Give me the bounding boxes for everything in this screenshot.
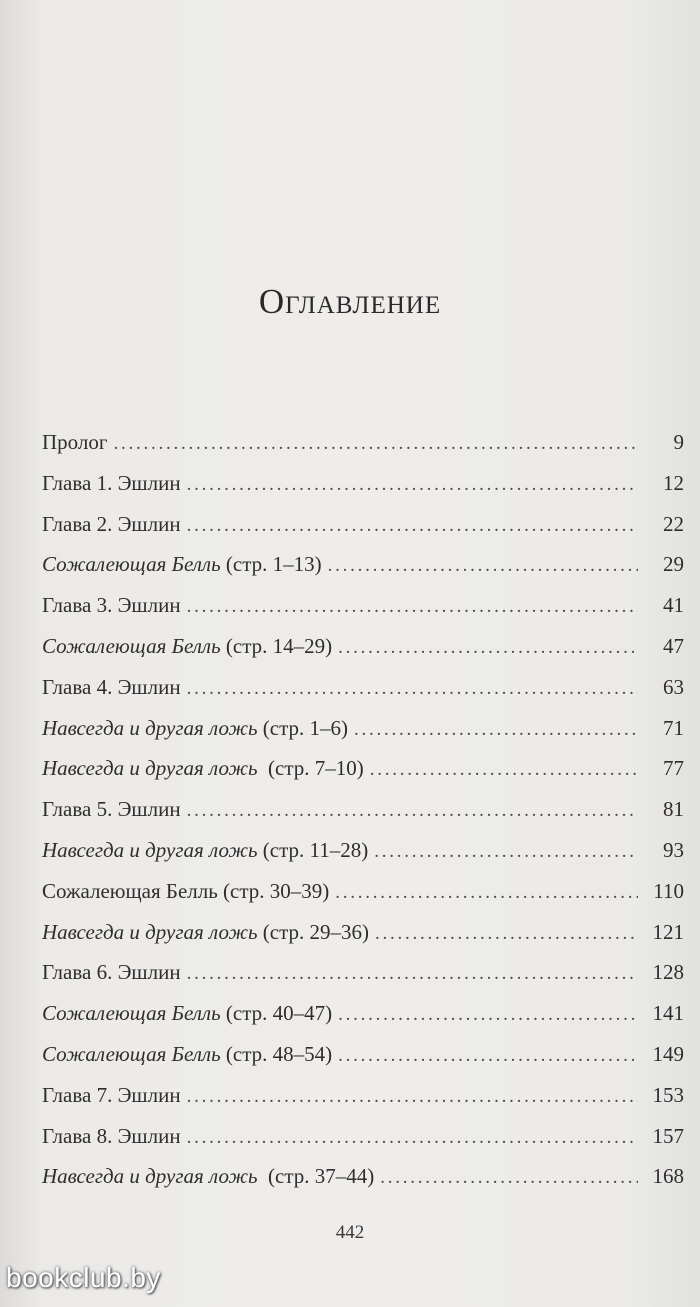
toc-entry-title <box>42 1124 181 1149</box>
toc-entry-page: 168 <box>652 1164 684 1189</box>
toc-entry-title-main: Сожалеющая Белль <box>42 1001 221 1026</box>
toc-entry-page: 63 <box>663 674 684 699</box>
toc-entry-page: 71 <box>663 715 684 740</box>
toc-entry <box>42 1083 684 1124</box>
toc-entry-title-main: Глава 4. Эшлин <box>42 674 181 699</box>
toc-entry <box>42 960 684 1001</box>
toc-entry-page: 81 <box>663 797 684 822</box>
toc-entry <box>42 512 684 553</box>
toc-entry <box>42 716 684 757</box>
toc-entry-title <box>42 1164 374 1189</box>
toc-entry-title <box>42 1083 181 1108</box>
toc-entry-title-suffix: (стр. 40–47) <box>220 1001 333 1026</box>
toc-entry-page: 77 <box>663 756 684 781</box>
toc-entry-page: 128 <box>652 960 684 985</box>
toc-entry-title <box>42 634 332 659</box>
toc-entry <box>42 634 684 675</box>
toc-entry-title-suffix: (стр. 14–29) <box>220 633 333 658</box>
dot-leader <box>187 800 638 822</box>
toc-entry-title-main: Глава 2. Эшлин <box>42 511 181 536</box>
toc-entry-page: 12 <box>663 470 684 495</box>
dot-leader <box>187 1086 638 1108</box>
page-number: 442 <box>335 1222 365 1243</box>
dot-leader <box>187 515 638 537</box>
toc-entry-page: 93 <box>663 837 684 862</box>
toc-entry-title <box>42 512 181 537</box>
toc-entry-title-main: Глава 5. Эшлин <box>42 797 181 822</box>
dot-leader <box>113 433 638 455</box>
toc-entry-title-main: Сожалеющая Белль (стр. 30–39) <box>42 878 330 903</box>
watermark: bookclub.by <box>6 1262 161 1293</box>
toc-entry <box>42 471 684 512</box>
toc-entry-title-main: Навсегда и другая ложь <box>42 1164 258 1189</box>
toc-entry-title-main: Навсегда и другая ложь <box>42 715 258 740</box>
page-heading: Оглавление <box>258 282 442 321</box>
toc-entry <box>42 430 684 471</box>
toc-entry-title <box>42 593 181 618</box>
toc-entry-title-main: Глава 6. Эшлин <box>42 960 181 985</box>
dot-leader <box>187 474 638 496</box>
dot-leader <box>338 1045 638 1067</box>
toc-entry <box>42 675 684 716</box>
dot-leader <box>375 923 638 945</box>
toc-entry-page: 157 <box>652 1123 684 1148</box>
toc-entry-page: 29 <box>663 552 684 577</box>
toc-entry <box>42 593 684 634</box>
toc-entry <box>42 920 684 961</box>
toc-entry <box>42 1042 684 1083</box>
toc-entry-title <box>42 838 368 863</box>
dot-leader <box>187 678 638 700</box>
toc-entry-title <box>42 960 181 985</box>
toc-entry <box>42 797 684 838</box>
toc-entry-title-suffix: (стр. 48–54) <box>220 1041 333 1066</box>
dot-leader <box>187 596 638 618</box>
toc-entry-page: 153 <box>652 1082 684 1107</box>
toc-entry-title-suffix: (стр. 1–6) <box>257 715 349 740</box>
toc-entry-page: 149 <box>652 1041 684 1066</box>
toc-entry <box>42 1164 684 1205</box>
toc-entry-title-main: Глава 3. Эшлин <box>42 593 181 618</box>
toc-entry-page: 141 <box>652 1001 684 1026</box>
dot-leader <box>187 963 638 985</box>
toc-entry-title-main: Глава 8. Эшлин <box>42 1123 181 1148</box>
toc-entry <box>42 1124 684 1165</box>
toc-entry-title-main: Сожалеющая Белль <box>42 633 221 658</box>
toc-entry-title-main: Пролог <box>42 430 108 454</box>
toc-entry-title-suffix: (стр. 1–13) <box>220 552 322 577</box>
toc-entry-page: 121 <box>652 919 684 944</box>
toc-entry-title <box>42 797 181 822</box>
toc-entry-title-main: Навсегда и другая ложь <box>42 919 258 944</box>
toc-entry-title <box>42 716 348 741</box>
toc-entry-title <box>42 1042 332 1067</box>
toc-entry-page: 22 <box>663 511 684 536</box>
table-of-contents <box>42 430 684 1205</box>
toc-entry-title-main: Навсегда и другая ложь <box>42 756 258 781</box>
toc-entry-title <box>42 1001 332 1026</box>
toc-entry-title-suffix: (стр. 7–10) <box>257 756 364 781</box>
dot-leader <box>374 841 638 863</box>
dot-leader <box>335 882 638 904</box>
toc-entry-title <box>42 430 107 455</box>
toc-entry-title <box>42 675 181 700</box>
toc-entry-title-main: Сожалеющая Белль <box>42 552 221 577</box>
dot-leader <box>338 637 638 659</box>
toc-entry-page: 110 <box>653 878 684 903</box>
dot-leader <box>187 1127 638 1149</box>
toc-entry-title <box>42 879 329 904</box>
toc-entry-title <box>42 756 364 781</box>
dot-leader <box>328 555 638 577</box>
toc-entry <box>42 756 684 797</box>
toc-entry-title-main: Глава 7. Эшлин <box>42 1082 181 1107</box>
toc-entry-page: 9 <box>673 430 684 454</box>
toc-entry-title-suffix: (стр. 37–44) <box>257 1164 375 1189</box>
toc-entry-title <box>42 471 181 496</box>
toc-entry <box>42 1001 684 1042</box>
toc-entry-title-suffix: (стр. 29–36) <box>257 919 370 944</box>
toc-entry-page: 41 <box>663 593 684 618</box>
dot-leader <box>354 719 638 741</box>
dot-leader <box>370 759 638 781</box>
toc-entry-title-main: Глава 1. Эшлин <box>42 470 181 495</box>
toc-entry <box>42 838 684 879</box>
toc-entry-title-main: Навсегда и другая ложь <box>42 837 258 862</box>
toc-entry-title-suffix: (стр. 11–28) <box>257 837 369 862</box>
toc-entry-page: 47 <box>663 633 684 658</box>
dot-leader <box>338 1004 638 1026</box>
toc-entry-title <box>42 920 369 945</box>
dot-leader <box>380 1167 638 1189</box>
toc-entry-title <box>42 552 322 577</box>
toc-entry <box>42 552 684 593</box>
toc-entry-title-main: Сожалеющая Белль <box>42 1041 221 1066</box>
toc-entry <box>42 879 684 920</box>
